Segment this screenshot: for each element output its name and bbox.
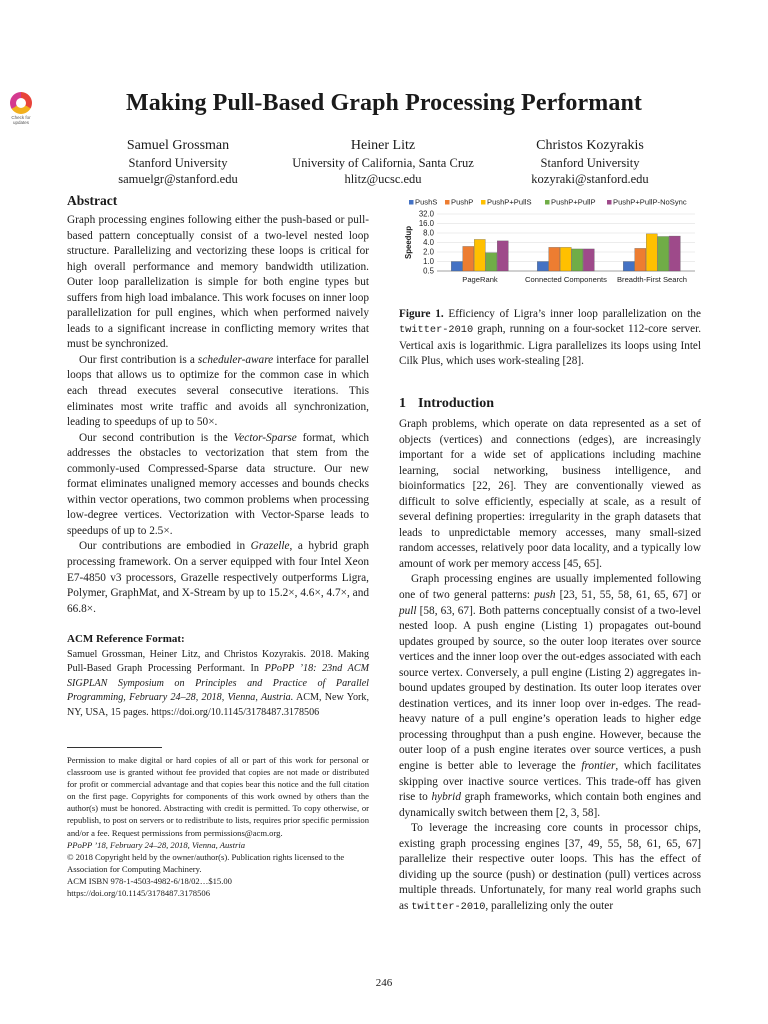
venue-line: PPoPP ’18, February 24–28, 2018, Vienna, Austria [67,839,246,850]
y-tick-label: 16.0 [418,219,434,229]
abstract-heading: Abstract [67,193,118,208]
author-block-1 [58,137,298,187]
permission-text: Permission to make digital or hard copies of all or part of this work for personal or classroom use is granted without fee provided that copies are not made or distributed for profit or commercial advantage and that copies bear this notice and the full citation on the first page. Copyrights for components of this work owned by others than the author(s) must be honored. Abstracting with credit is permitted. To copy otherwise, or republish, to post on servers or to redistribute to lists, requires prior specific permission and/or a fee. Request permissions from permissions@acm.org. [67,755,369,838]
author-name: Samuel Grossman [126,138,230,153]
author-affiliation: Stanford University [128,156,228,170]
y-tick-label: 8.0 [423,228,434,238]
author-email: kozyraki@stanford.edu [531,172,649,186]
bar [658,236,669,271]
bar [572,249,583,271]
legend-swatch [481,200,486,205]
legend-swatch [409,200,414,205]
acm-reference-text: Samuel Grossman, Heiner Litz, and Christos Kozyrakis. 2018. Making Pull-Based Graph Processing Performant. In PPoPP ’18: 23nd ACM SIGPLAN Symposium on Principles and Practice of Parallel Programming, February 24–28, 2018, Vienna, Austria. ACM, New York, NY, USA, 15 pages. https://doi.org/10.1145/3178487.3178506 [67,649,369,718]
bar [623,262,634,272]
author-affiliation: University of California, Santa Cruz [292,156,474,170]
abstract-paragraph: Our first contribution is a scheduler-aware interface for parallel loops that allows us to optimize for the common case in which each thread executes several consecutive iterations. This eliminates most write traffic and avoids all synchronization, leading to speedups of up to 50×. [67,353,369,429]
abstract-paragraph: Graph processing engines following either the push-based or pull-based pattern conceptually consist of a two-level nested loop structure. Parallelizing and vectorizing these loops is critical for high overall performance and memory bandwidth utilization. Outer loop parallelization is simple for both engine types but suffers from high load imbalance. This work focuses on inner loop parallelization for pull engines, which when performed naively leads to a significant increase in conflicting memory writes that must be synchronized. [67,214,369,351]
abstract-body [67,213,369,617]
bar [669,236,680,271]
isbn-line: ACM ISBN 978-1-4503-4982-6/18/02…$15.00 [67,875,232,886]
introduction-heading: 1 Introduction [399,396,494,411]
y-tick-label: 2.0 [423,247,434,257]
figure-caption: Figure 1. Efficiency of Ligra’s inner loop parallelization on the twitter-2010 graph, running on a four-socket 112-core server. Vertical axis is logarithmic. Ligra parallelizes its loops using Intel Cilk Plus, which uses work-stealing [28]. [399,308,701,368]
author-block-2 [263,137,503,187]
legend-swatch [607,200,612,205]
bar [451,262,462,272]
legend-label: PushP [451,197,474,207]
abstract-paragraph: Our second contribution is the Vector-Sparse format, which addresses the obstacles to vectorization that stem from the commonly-used Compressed-Sparse data structure. Our new format eliminates unaligned memory accesses and bounds checks within vector operations, two common problems when processing low-degree vertices. Vectorization with Vector-Sparse leads to speedups of up to 2.5×. [67,431,369,537]
bar [635,248,646,271]
bar [497,241,508,271]
author-name: Christos Kozyrakis [536,138,644,153]
legend-swatch [545,200,550,205]
author-email: hlitz@ucsc.edu [344,172,422,186]
page-number: 246 [375,977,393,989]
badge-text: Check for updates [11,115,31,125]
legend-swatch [445,200,450,205]
bar [549,247,560,271]
permission-notice [67,754,369,899]
bar [646,234,657,271]
bar [463,246,474,271]
bar [474,239,485,271]
intro-paragraph: To leverage the increasing core counts in processor chips, existing graph processing engines [37, 49, 55, 58, 61, 65, 67] parallelize their respective outer loops. This has the effect of dividing up the source (push) or destination (pull) vertices across multiple threads. Unfortunately, for many real world graphs such as twitter-2010, parallelizing only the outer [399,822,701,913]
chart-bars [451,234,680,271]
chart-legend [409,198,687,207]
legend-label: PushP+PullP [551,197,596,207]
legend-label: PushP+PullS [487,197,532,207]
doi-line: https://doi.org/10.1145/3178487.3178506 [67,888,210,899]
y-tick-label: 1.0 [423,257,434,267]
x-tick-label: Breadth-First Search [616,275,688,284]
y-axis-label: Speedup [404,226,413,259]
introduction-body [399,417,701,916]
y-tick-label: 0.5 [423,266,434,276]
x-tick-label: PageRank [462,275,498,284]
intro-paragraph: Graph problems, which operate on data represented as a set of objects (vertices) and connections (edges), are increasingly important for a wide set of applications including machine learning, social networking, business intelligence, and bioinformatics [22, 26]. They are conventionally viewed as difficult to solve efficiently, especially at scale, as a result of several defining properties: irregularity in the graph datasets that leads to unpredictable memory accesses, many small-sized random accesses, relatively poor data locality, and a typically low amount of work per memory access [45, 65]. [399,418,701,570]
abstract-paragraph: Our contributions are embodied in Grazelle, a hybrid graph processing framework. On a server equipped with four Intel Xeon E7-4850 v3 processors, Grazelle respectively outperforms Ligra, Polymer, GraphMat, and X-Stream by up to 15.2×, 4.6×, 4.7×, and 66.8×. [67,540,369,615]
y-tick-label: 4.0 [423,238,434,248]
intro-paragraph: Graph processing engines are usually implemented following one of two general patterns: push [23, 51, 55, 58, 61, 65, 67] or pull [58, 63, 67]. Both patterns conceptually consist of a two-level nested loop. A push engine (Listing 1) propagates out-bound updates grouped by source, so the outer loop iterates over source vertices and the inner loop over the out-edges associated with each source vertex. Conversely, a pull engine (Listing 2) aggregates in-bound updates grouped by destination. Its outer loop iterates over destination vertices, and its inner loop over in-edges. The read-heavy nature of a pull engine’s operation leads to higher edge processing throughput than a push engine. However, because the outer loop of a push engine iterates over source vertices, a push engine is better able to leverage the frontier, which facilitates skipping over inactive source vertices. This trade-off has given rise to hybrid graph frameworks, which contain both engines and dynamically switch between them [2, 3, 58]. [399,573,702,819]
footnote-rule [67,747,162,748]
legend-label: PushP+PullP-NoSync [613,197,687,207]
copyright-line: © 2018 Copyright held by the owner/author(s). Publication rights licensed to the Association for Computing Machinery. [67,851,345,874]
bar [560,247,571,271]
speedup-bar-chart [399,196,701,296]
author-affiliation: Stanford University [540,156,640,170]
x-tick-label: Connected Components [525,275,607,284]
author-email: samuelgr@stanford.edu [118,172,238,186]
author-block-3 [470,137,710,187]
bar [486,253,497,271]
acm-reference-heading: ACM Reference Format: [67,633,185,645]
bar [583,249,594,271]
legend-label: PushS [415,197,438,207]
author-name: Heiner Litz [350,138,416,153]
y-tick-label: 32.0 [418,209,434,219]
bar [537,262,548,272]
paper-title: Making Pull-Based Graph Processing Performant [125,90,643,116]
